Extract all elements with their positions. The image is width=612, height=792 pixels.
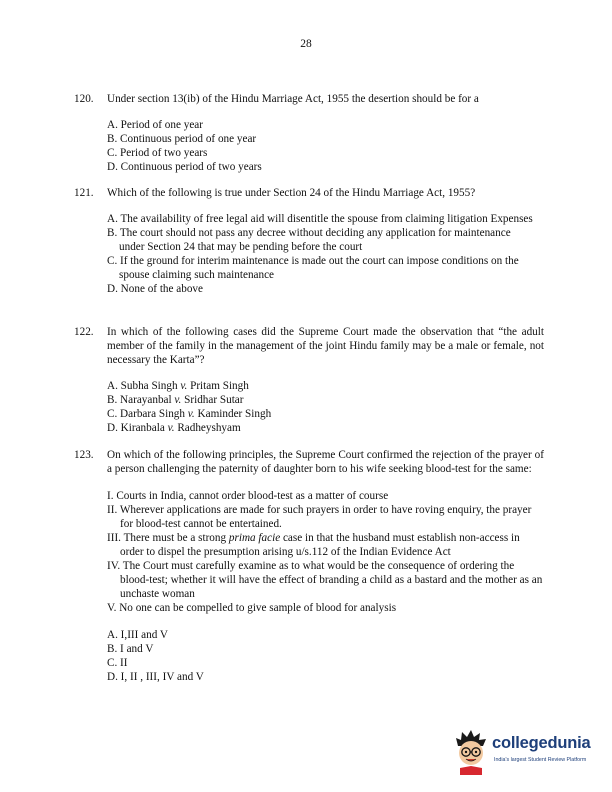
logo-wordmark: collegedunia	[492, 734, 591, 752]
option-d: D. None of the above	[107, 283, 203, 295]
question-text: In which of the following cases did the Supreme Court made the observation that “the adult member of the family in the management of the joint Hindu family may be a male or female, not necessary the Karta”?	[107, 326, 544, 366]
question-123	[74, 448, 544, 684]
question-number: 120.	[74, 93, 94, 105]
question-number: 122.	[74, 326, 94, 338]
option-d: D. Kiranbala v. Radheyshyam	[107, 422, 241, 434]
option-c: C. Period of two years	[107, 147, 208, 159]
option-d: D. I, II , III, IV and V	[107, 671, 204, 683]
question-121	[74, 186, 544, 296]
option-b: B. Continuous period of one year	[107, 133, 257, 145]
statement-list	[107, 489, 544, 615]
option-a: A. Period of one year	[107, 119, 203, 131]
question-text: On which of the following principles, the Supreme Court confirmed the rejection of the prayer of a person challenging the paternity of daughter born to his wife seeking blood-test for the same:	[107, 449, 544, 475]
option-b: B. Narayanbal v. Sridhar Sutar	[107, 394, 244, 406]
question-number: 121.	[74, 187, 94, 199]
statement-1: I. Courts in India, cannot order blood-test as a matter of course	[107, 490, 389, 502]
logo-tagline: India's largest Student Review Platform	[494, 757, 587, 763]
question-122	[74, 325, 544, 435]
question-120	[74, 92, 544, 174]
statement-2: II. Wherever applications are made for such prayers in order to have roving enquiry, the prayer for blood-test cannot be entertained.	[107, 504, 532, 530]
option-c: C. II	[107, 657, 128, 669]
statement-3: III. There must be a strong prima facie case in that the husband must establish non-access in order to dispel the presumption arising u/s.112 of the Indian Evidence Act	[107, 532, 520, 558]
option-a: A. I,III and V	[107, 629, 168, 641]
option-b: B. The court should not pass any decree without deciding any application for maintenance under Section 24 that may be pending before the court	[107, 227, 511, 253]
question-text: Which of the following is true under Section 24 of the Hindu Marriage Act, 1955?	[107, 187, 476, 199]
statement-4: IV. The Court must carefully examine as to what would be the consequence of ordering the blood-test; whether it will have the effect of branding a child as a bastard and the mother as an unchaste woman	[107, 560, 543, 600]
collegedunia-logo	[452, 728, 602, 776]
question-text: Under section 13(ib) of the Hindu Marriage Act, 1955 the desertion should be for a	[107, 93, 479, 105]
option-a: A. The availability of free legal aid will disentitle the spouse from claiming litigation Expenses	[107, 213, 533, 225]
option-d: D. Continuous period of two years	[107, 161, 262, 173]
question-number: 123.	[74, 449, 94, 461]
page-number: 28	[300, 38, 312, 50]
statement-5: V. No one can be compelled to give sample of blood for analysis	[107, 602, 397, 614]
option-a: A. Subha Singh v. Pritam Singh	[107, 380, 249, 392]
mascot-icon	[452, 728, 492, 776]
option-c: C. Darbara Singh v. Kaminder Singh	[107, 408, 272, 420]
option-c: C. If the ground for interim maintenance is made out the court can impose conditions on the spouse claiming such maintenance	[107, 255, 519, 281]
option-b: B. I and V	[107, 643, 154, 655]
